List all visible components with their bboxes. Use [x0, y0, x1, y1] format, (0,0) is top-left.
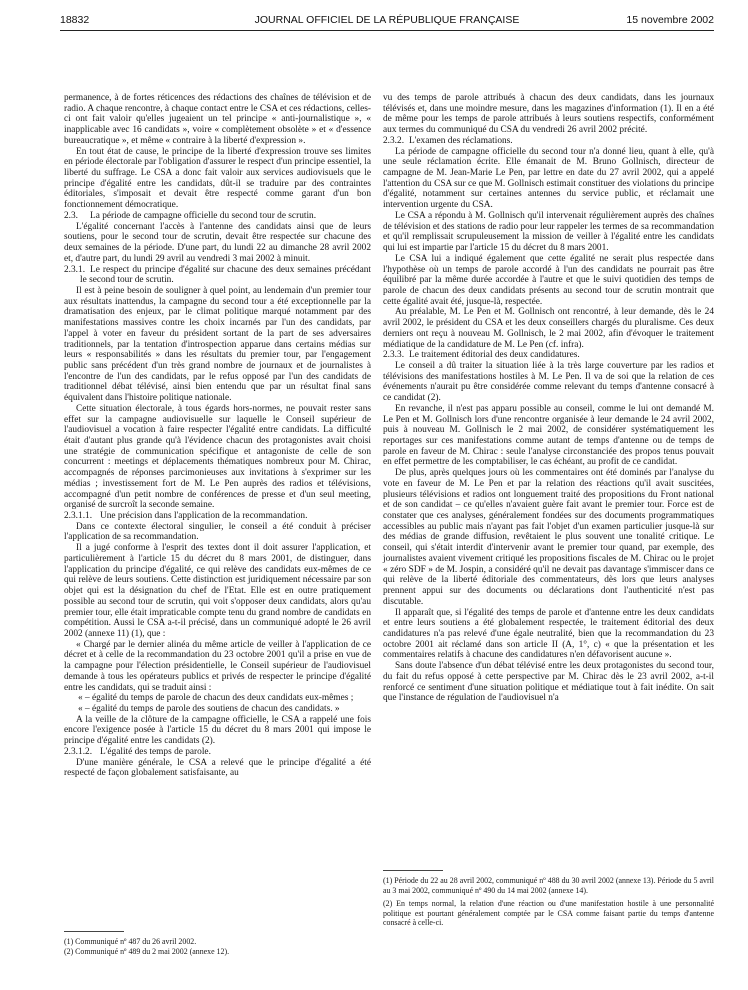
footnotes-left	[64, 937, 371, 956]
footnote: (1) Période du 22 au 28 avril 2002, communiqué nº 488 du 30 avril 2002 (annexe 13). Période du 5 avril au 3 mai 2002, communiqué nº 490 du 14 mai 2002 (annexe 14).	[383, 876, 714, 895]
footnote: (2) Communiqué nº 489 du 2 mai 2002 (annexe 12).	[64, 946, 230, 956]
paragraph: A la veille de la clôture de la campagne officielle, le CSA a rappelé une fois encore l'exigence posée à l'article 15 du décret du 8 mars 2001 qui impose le principe d'égalité entre les candidats (2).	[64, 714, 371, 747]
section-title: La période de campagne officielle du second tour de scrutin.	[90, 210, 317, 221]
section-title: L'égalité des temps de parole.	[100, 746, 211, 757]
section-number: 2.3.2.	[383, 135, 405, 146]
section-number: 2.3.1.1.	[64, 511, 93, 522]
header-rule	[60, 30, 714, 31]
paragraph: Le CSA a répondu à M. Gollnisch qu'il intervenait régulièrement auprès des chaînes de télévision et des stations de radio pour leur rappeler les termes de sa recommandation et qu'il remplissait scrupuleusement la mission de veiller à l'égalité entre les candidats qui lui est impartie par l'article 15 du décret du 8 mars 2001.	[383, 210, 714, 254]
paragraph: Le conseil a dû traiter la situation liée à la très large couverture par les radios et télévisions des manifestations hostiles à M. Le Pen. Il va de soi que la relation de ces événements n'aurait pu être considérée comme relevant du temps d'antenne consacré à ce candidat (2).	[383, 360, 714, 404]
paragraph: Il apparaît que, si l'égalité des temps de parole et d'antenne entre les deux candidats et entre leurs soutiens a été globalement respectée, le traitement éditorial des deux candidatures n'a pas relevé d'une égale neutralité, bien que la recommandation du 23 octobre 2001 ait réclamé dans son article II (A, 1°, c) « que la présentation et les commentaires relatifs à chacune des candidatures n'en défavorisent aucune ».	[383, 607, 714, 661]
paragraph: permanence, à de fortes réticences des rédactions des chaînes de télévision et de radio. A chaque rencontre, à chaque contact entre le CSA et ces rédactions, celles-ci ont fait valoir qu'elles jugeaient un tel principe « anti-journalistique », « inapplicable avec 16 candidats », voire « complètement obsolète » et « d'essence bureaucratique », et même « contraire à la liberté d'expression ».	[64, 93, 371, 146]
section-title: Une précision dans l'application de la recommandation.	[100, 511, 308, 522]
paragraph: En tout état de cause, le principe de la liberté d'expression trouve ses limites en période électorale par l'obligation d'assurer le respect d'un principe essentiel, la liberté du suffrage. Le CSA a donc fait valoir aux services audiovisuels que le principe d'égalité entre les candidats, dût-il se traduire par des contraintes éditoriales, s'imposait et devait être respecté comme garant d'un bon fonctionnement démocratique.	[64, 146, 371, 211]
footnote: (1) Communiqué nº 487 du 26 avril 2002.	[64, 937, 197, 946]
quote-bullet: « – égalité du temps de parole de chacun des deux candidats eux-mêmes ;	[78, 693, 354, 704]
footnotes-right	[383, 876, 714, 928]
paragraph: Cette situation électorale, à tous égards hors-normes, ne pouvait rester sans effet sur la campagne audiovisuelle sur laquelle le Conseil supérieur de l'audiovisuel a vocation à faire respecter l'égalité entre candidats. La difficulté était d'autant plus grande qu'à l'évidence chacun des protagonistes avait choisi une stratégie de communication spécifique et antagoniste de celle de son concurrent : meetings et déplacements thématiques nombreux pour M. Chirac, accompagnés de réponses parcimonieuses aux invitations à s'exprimer sur les médias ; investissement fort de M. Le Pen auprès des radios et télévisions, accompagné d'un petit nombre de conférences de presse et d'un seul meeting, organisé de surcroît la seconde semaine.	[64, 403, 371, 511]
journal-title: JOURNAL OFFICIEL DE LA RÉPUBLIQUE FRANÇAISE	[254, 14, 520, 26]
left-column	[64, 93, 371, 779]
section-number: 2.3.1.2.	[64, 746, 93, 757]
section-number: 2.3.	[64, 210, 79, 221]
section-heading-2-3-1	[64, 265, 371, 286]
paragraph: Il est à peine besoin de souligner à quel point, au lendemain d'un premier tour aux résultats inattendus, la campagne du second tour a été exceptionnelle par la dramatisation des enjeux, par le climat politique marqué notamment par des manifestations massives contre les choix incarnés par l'un des candidats, par l'appel à voter en faveur du président sortant de la part de ses adversaires traditionnels, par la tentation d'introspection apparue dans certains médias sur leurs « responsabilités » dans les résultats du premier tour, par l'engagement public sans précédent d'un très grand nombre de journaux et de journalistes à l'encontre de l'un des candidats, par le refus opposé par l'un des candidats de traditionnel débat télévisé, ainsi bien entendu que par un résultat final sans équivalent dans l'histoire politique nationale.	[64, 285, 371, 404]
paragraph: Sans doute l'absence d'un débat télévisé entre les deux protagonistes du second tour, du fait du refus opposé à cette perspective par M. Chirac dès le 23 avril 2002, a-t-il renforcé ce sentiment d'une situation politique et médiatique tout à fait inédite. On sait que l'instance de régulation de l'audiovisuel n'a	[383, 661, 714, 704]
paragraph: La période de campagne officielle du second tour n'a donné lieu, quant à elle, qu'à une seule réclamation écrite. Elle émanait de M. Bruno Gollnisch, directeur de campagne de M. Jean-Marie Le Pen, par lettre en date du 27 avril 2002, qui a appelé l'attention du CSA sur ce que M. Gollnisch estimait constituer des violations du principe d'égalité, notamment sur certaines antennes du service public, et réclamait une intervention urgente du CSA.	[383, 146, 714, 211]
section-heading-2-3-1-1	[64, 511, 371, 522]
paragraph: Il a jugé conforme à l'esprit des textes dont il doit assurer l'application, et particulièrement à l'article 15 du décret du 8 mars 2001, de distinguer, dans l'application du principe d'égalité, ce qui relève des candidats eux-mêmes de ce qui relève de leurs soutiens. Cette distinction est juridiquement nécessaire par son objet qui est la désignation du chef de l'Etat. Elle est en outre pratiquement possible au second tour de scrutin, qui voit s'opposer deux candidats, alors qu'au premier tour, elle était impraticable compte tenu du grand nombre de candidats en compétition. Aussi le CSA a-t-il précisé, dans un communiqué adopté le 26 avril 2002 (annexe 11) (1), que :	[64, 543, 371, 639]
page-number: 18832	[60, 14, 90, 26]
section-heading-2-3-3	[383, 350, 714, 361]
paragraph: Le CSA lui a indiqué également que cette égalité ne serait plus respectée dans l'hypothèse où un temps de parole accordé à l'un des candidats ne pourrait pas être équilibré par la même durée accordée à l'autre et que le suivi quotidien des temps de parole de chacun des deux candidats présents au second tour de scrutin montrait que cette égalité avait été, jusque-là, respectée.	[383, 253, 714, 307]
section-title: Le traitement éditorial des deux candidatures.	[409, 350, 580, 361]
paragraph: D'une manière générale, le CSA a relevé que le principe d'égalité a été respecté de façon globalement satisfaisante, au	[64, 757, 371, 779]
paragraph: vu des temps de parole attribués à chacun des deux candidats, dans les journaux télévisés et, dans une moindre mesure, dans les magazines d'information (1). Il en a été de même pour les temps de parole attribués à leurs soutiens respectifs, conformément aux termes du communiqué du CSA du vendredi 26 avril 2002 précité.	[383, 93, 714, 136]
section-number: 2.3.1.	[64, 264, 86, 275]
paragraph: L'égalité concernant l'accès à l'antenne des candidats ainsi que de leurs soutiens, pour le second tour de scrutin, devait être respectée sur chacune des deux semaines de la période. D'une part, du lundi 22 au dimanche 28 avril 2002 et, d'autre part, du lundi 29 avril au vendredi 3 mai 2002 à minuit.	[64, 221, 371, 264]
section-number: 2.3.3.	[383, 350, 405, 361]
footnote-rule-right	[383, 870, 443, 871]
paragraph: Dans ce contexte électoral singulier, le conseil a été conduit à préciser l'application de sa recommandation.	[64, 521, 371, 543]
issue-date: 15 novembre 2002	[626, 14, 714, 26]
section-title: Le respect du principe d'égalité sur chacune des deux semaines précédant le second tour de scrutin.	[80, 264, 371, 286]
section-heading-2-3	[64, 211, 371, 222]
right-column	[383, 93, 714, 704]
paragraph: Au préalable, M. Le Pen et M. Gollnisch ont rencontré, à leur demande, dès le 24 avril 2002, le président du CSA et les deux conseillers chargés du pluralisme. Ces deux derniers ont reçu à nouveau M. Gollnisch, le 2 mai 2002, afin d'évoquer le traitement médiatique de la candidature de M. Le Pen (cf. infra).	[383, 307, 714, 350]
footnote: (2) En temps normal, la relation d'une réaction ou d'une manifestation hostile à une personnalité politique est pourtant généralement comptée par le CSA comme faisant partie du temps d'antenne consacré à celle-ci.	[383, 899, 714, 928]
quote-paragraph: « Chargé par le dernier alinéa du même article de veiller à l'application de ce décret et à celle de la recommandation du 23 octobre 2001 qu'il a prise en vue de la campagne pour l'élection présidentielle, le Conseil supérieur de l'audiovisuel demande à tous les opérateurs publics et privés de respecter le principe d'égalité entre les candidats, qui se traduit ainsi :	[64, 639, 371, 693]
section-title: L'examen des réclamations.	[409, 135, 513, 146]
section-heading-2-3-2	[383, 136, 714, 147]
section-heading-2-3-1-2	[64, 747, 371, 758]
quote-bullet: « – égalité du temps de parole des soutiens de chacun des candidats. »	[78, 703, 340, 714]
paragraph: En revanche, il n'est pas apparu possible au conseil, comme le lui ont demandé M. Le Pen et M. Gollnisch lors d'une rencontre organisée à leur demande le 24 avril 2002, puis à nouveau M. Gollnisch le 2 mai 2002, de considérer systématiquement les reportages sur ces manifestations comme autant de temps d'antenne ou de temps de parole en faveur de M. Chirac : seule l'analyse circonstanciée des propos tenus pouvait en effet permettre de les comptabiliser, le cas échéant, au profit de ce candidat.	[383, 403, 714, 468]
paragraph: De plus, après quelques jours où les commentaires ont été dominés par l'analyse du vote en faveur de M. Le Pen et par la relation des réactions qu'il avait suscitées, plusieurs télévisions et radios ont longuement traité des propositions du Front national et de son candidat – ce qu'elles n'avaient guère fait avant le premier tour. Force est de constater que ces analyses, généralement fondées sur des documents programmatiques accessibles au public mais n'ayant pas fait l'objet d'un examen particulier jusque-là sur des médias de grande diffusion, revêtaient le plus souvent une tonalité critique. Le conseil, qui s'était interdit d'intervenir avant le premier tour quand, par exemple, des journalistes avaient vivement critiqué les propositions fiscales de M. Chirac ou le projet « zéro SDF » de M. Jospin, a considéré qu'il ne devait pas davantage s'immiscer dans ce qui relève de la liberté éditoriale des commentateurs, dès lors que leurs analyses prennent appui sur des documents ou déclarations dont l'authenticité n'est pas discutable.	[383, 468, 714, 607]
footnote-rule-left	[64, 931, 124, 932]
